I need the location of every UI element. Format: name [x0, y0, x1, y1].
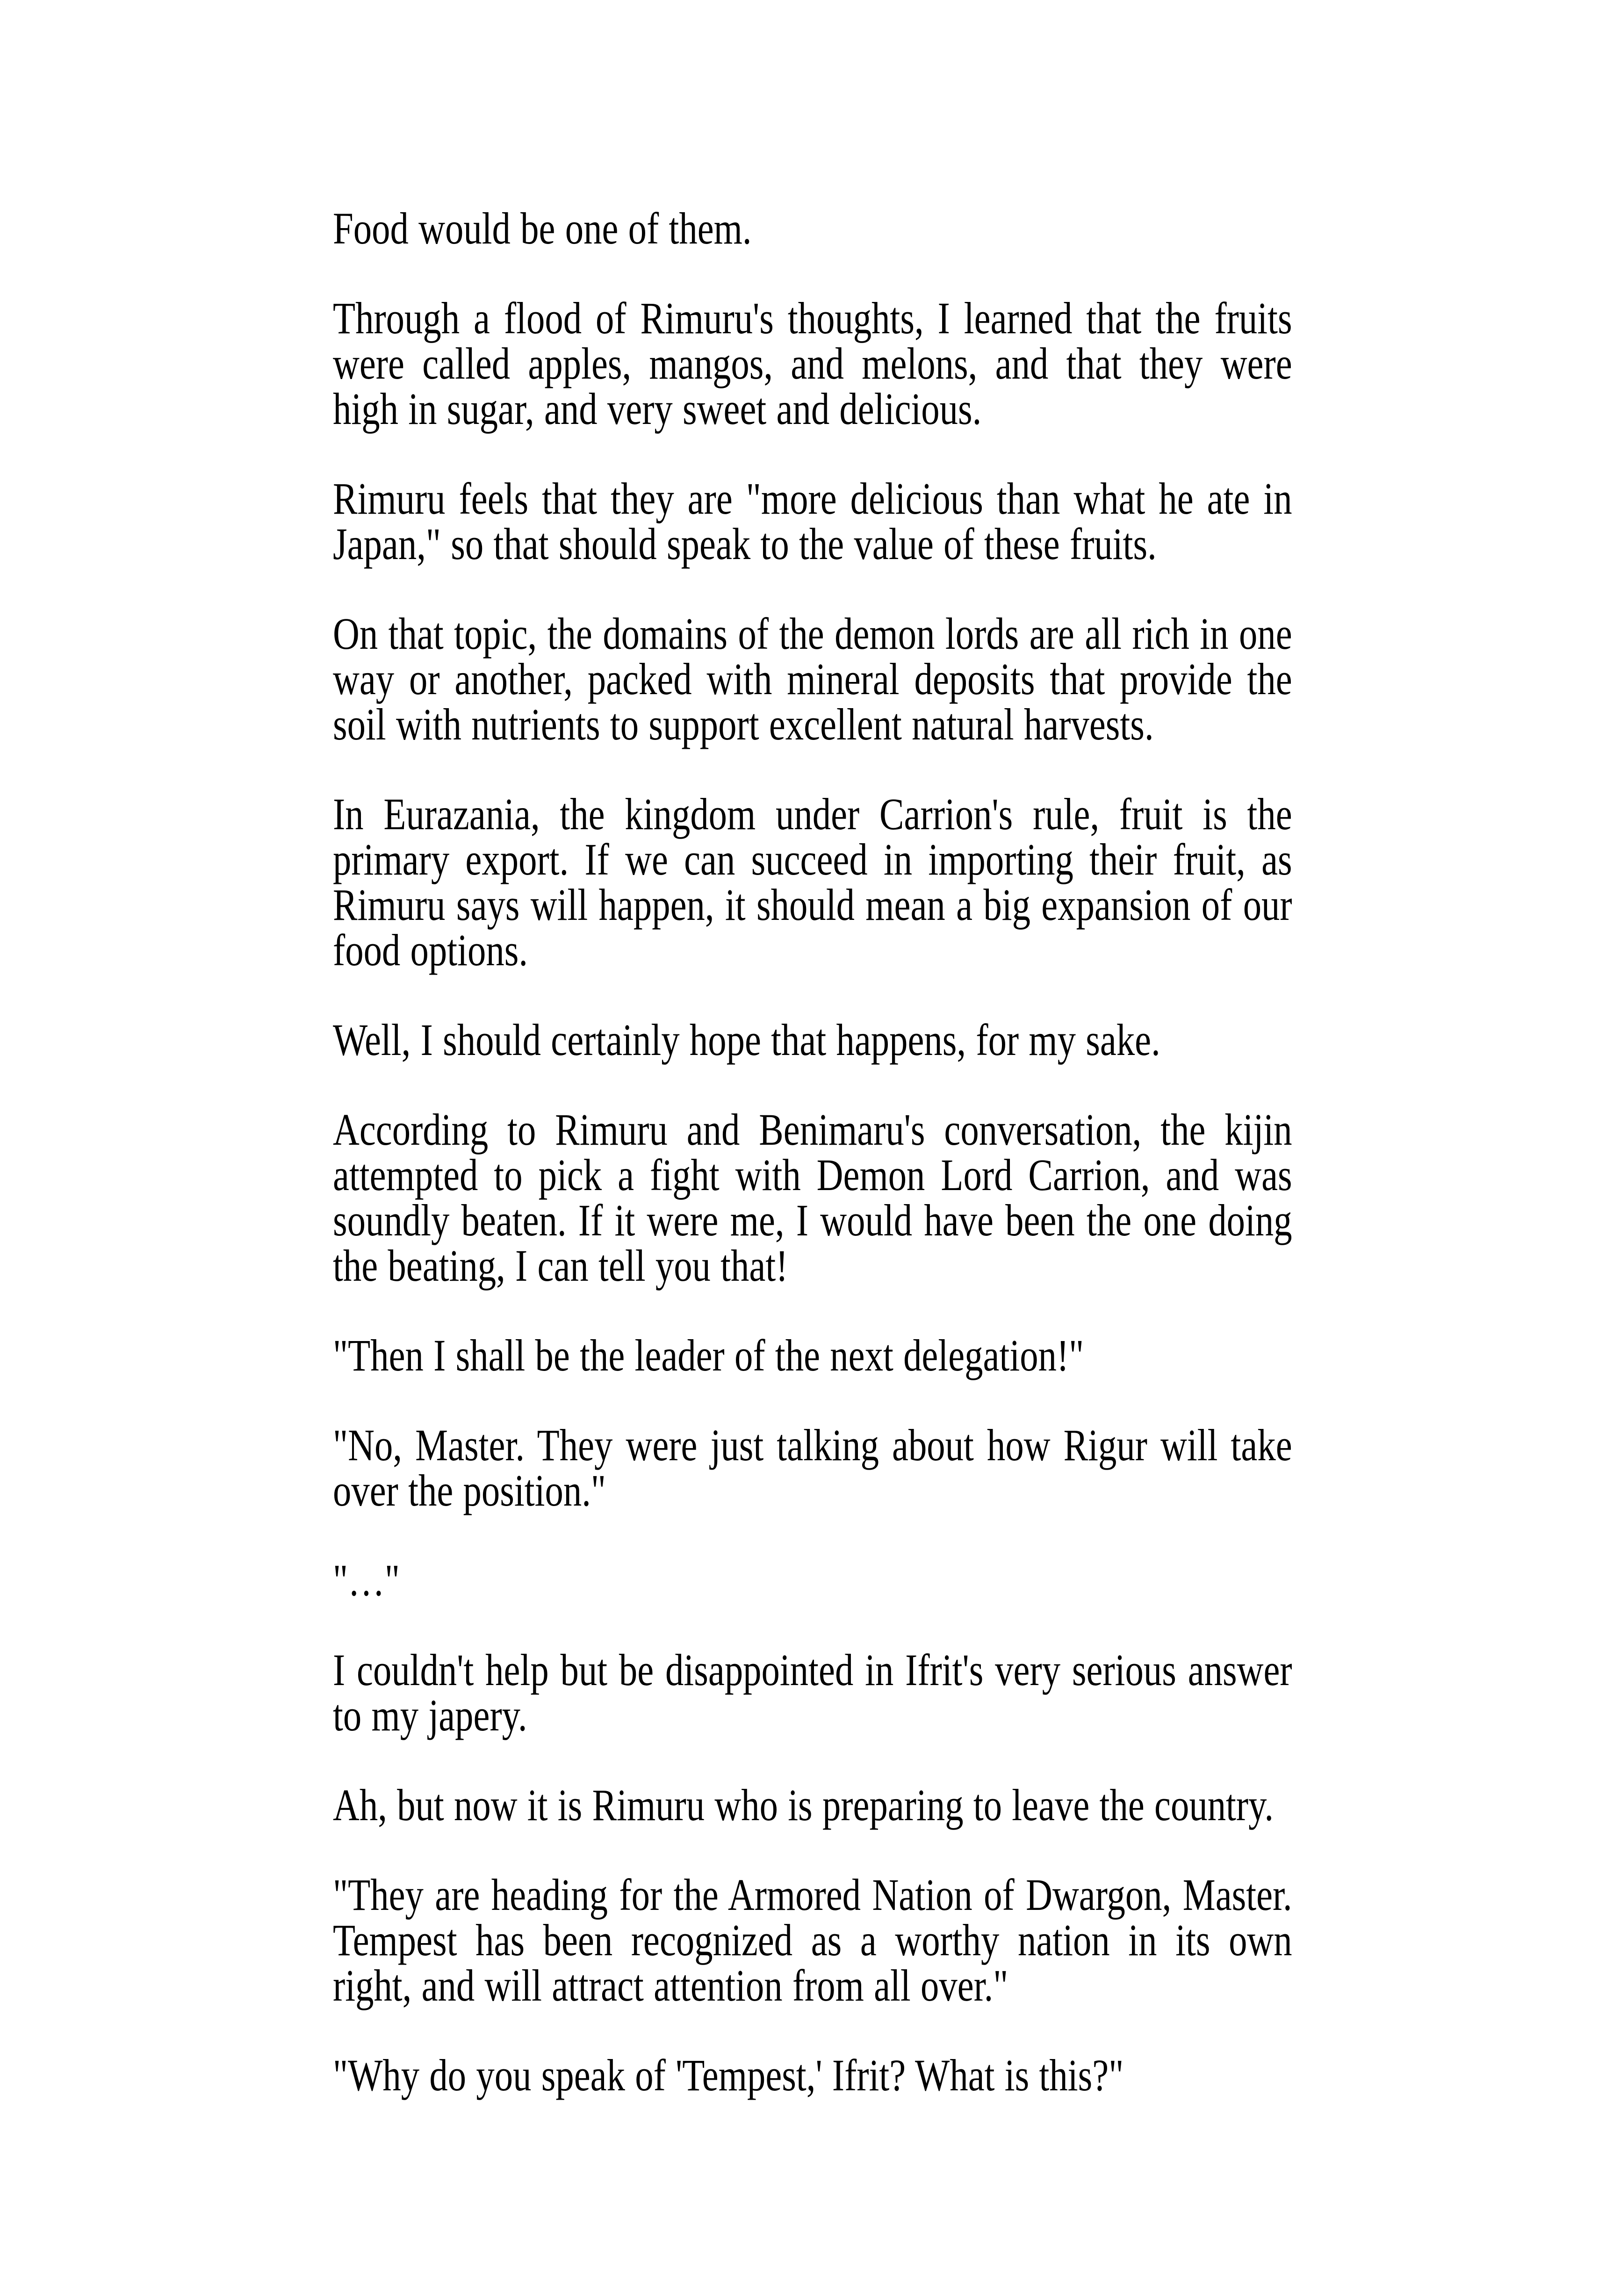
paragraph-8-dialogue: "Then I shall be the leader of the next delegation!" [333, 1330, 1084, 1380]
paragraph-3: Rimuru feels that they are "more delicious than what he ate in Japan," so that should speak to the value of these fruits. [333, 474, 1292, 569]
paragraph-12: Ah, but now it is Rimuru who is preparing to leave the country. [333, 1780, 1274, 1830]
paragraph-1: Food would be one of them. [333, 203, 752, 253]
paragraph-11: I couldn't help but be disappointed in Ifrit's very serious answer to my japery. [333, 1645, 1292, 1740]
paragraph-9-dialogue: "No, Master. They were just talking about how Rigur will take over the position." [333, 1420, 1292, 1515]
paragraph-5: In Eurazania, the kingdom under Carrion's rule, fruit is the primary export. If we can succeed in importing their fruit, as Rimuru says will happen, it should mean a big expansion of our food options. [333, 789, 1292, 975]
paragraph-13-dialogue: "They are heading for the Armored Nation of Dwargon, Master. Tempest has been recognized as a worthy nation in its own right, and will attract attention from all over." [333, 1870, 1292, 2010]
paragraph-6: Well, I should certainly hope that happens, for my sake. [333, 1015, 1160, 1065]
paragraph-4: On that topic, the domains of the demon lords are all rich in one way or another, packed with mineral deposits that provide the soil with nutrients to support excellent natural harvests. [333, 609, 1292, 749]
paragraph-14-dialogue: "Why do you speak of 'Tempest,' Ifrit? What is this?" [333, 2050, 1124, 2100]
book-page [333, 203, 1292, 2142]
paragraph-2: Through a flood of Rimuru's thoughts, I learned that the fruits were called apples, mangos, and melons, and that they were high in sugar, and very sweet and delicious. [333, 293, 1292, 434]
paragraph-10-dialogue: "…" [333, 1555, 400, 1605]
paragraph-7: According to Rimuru and Benimaru's conversation, the kijin attempted to pick a fight with Demon Lord Carrion, and was soundly beaten. If it were me, I would have been the one doing the beating, I can tell you that! [333, 1105, 1292, 1291]
